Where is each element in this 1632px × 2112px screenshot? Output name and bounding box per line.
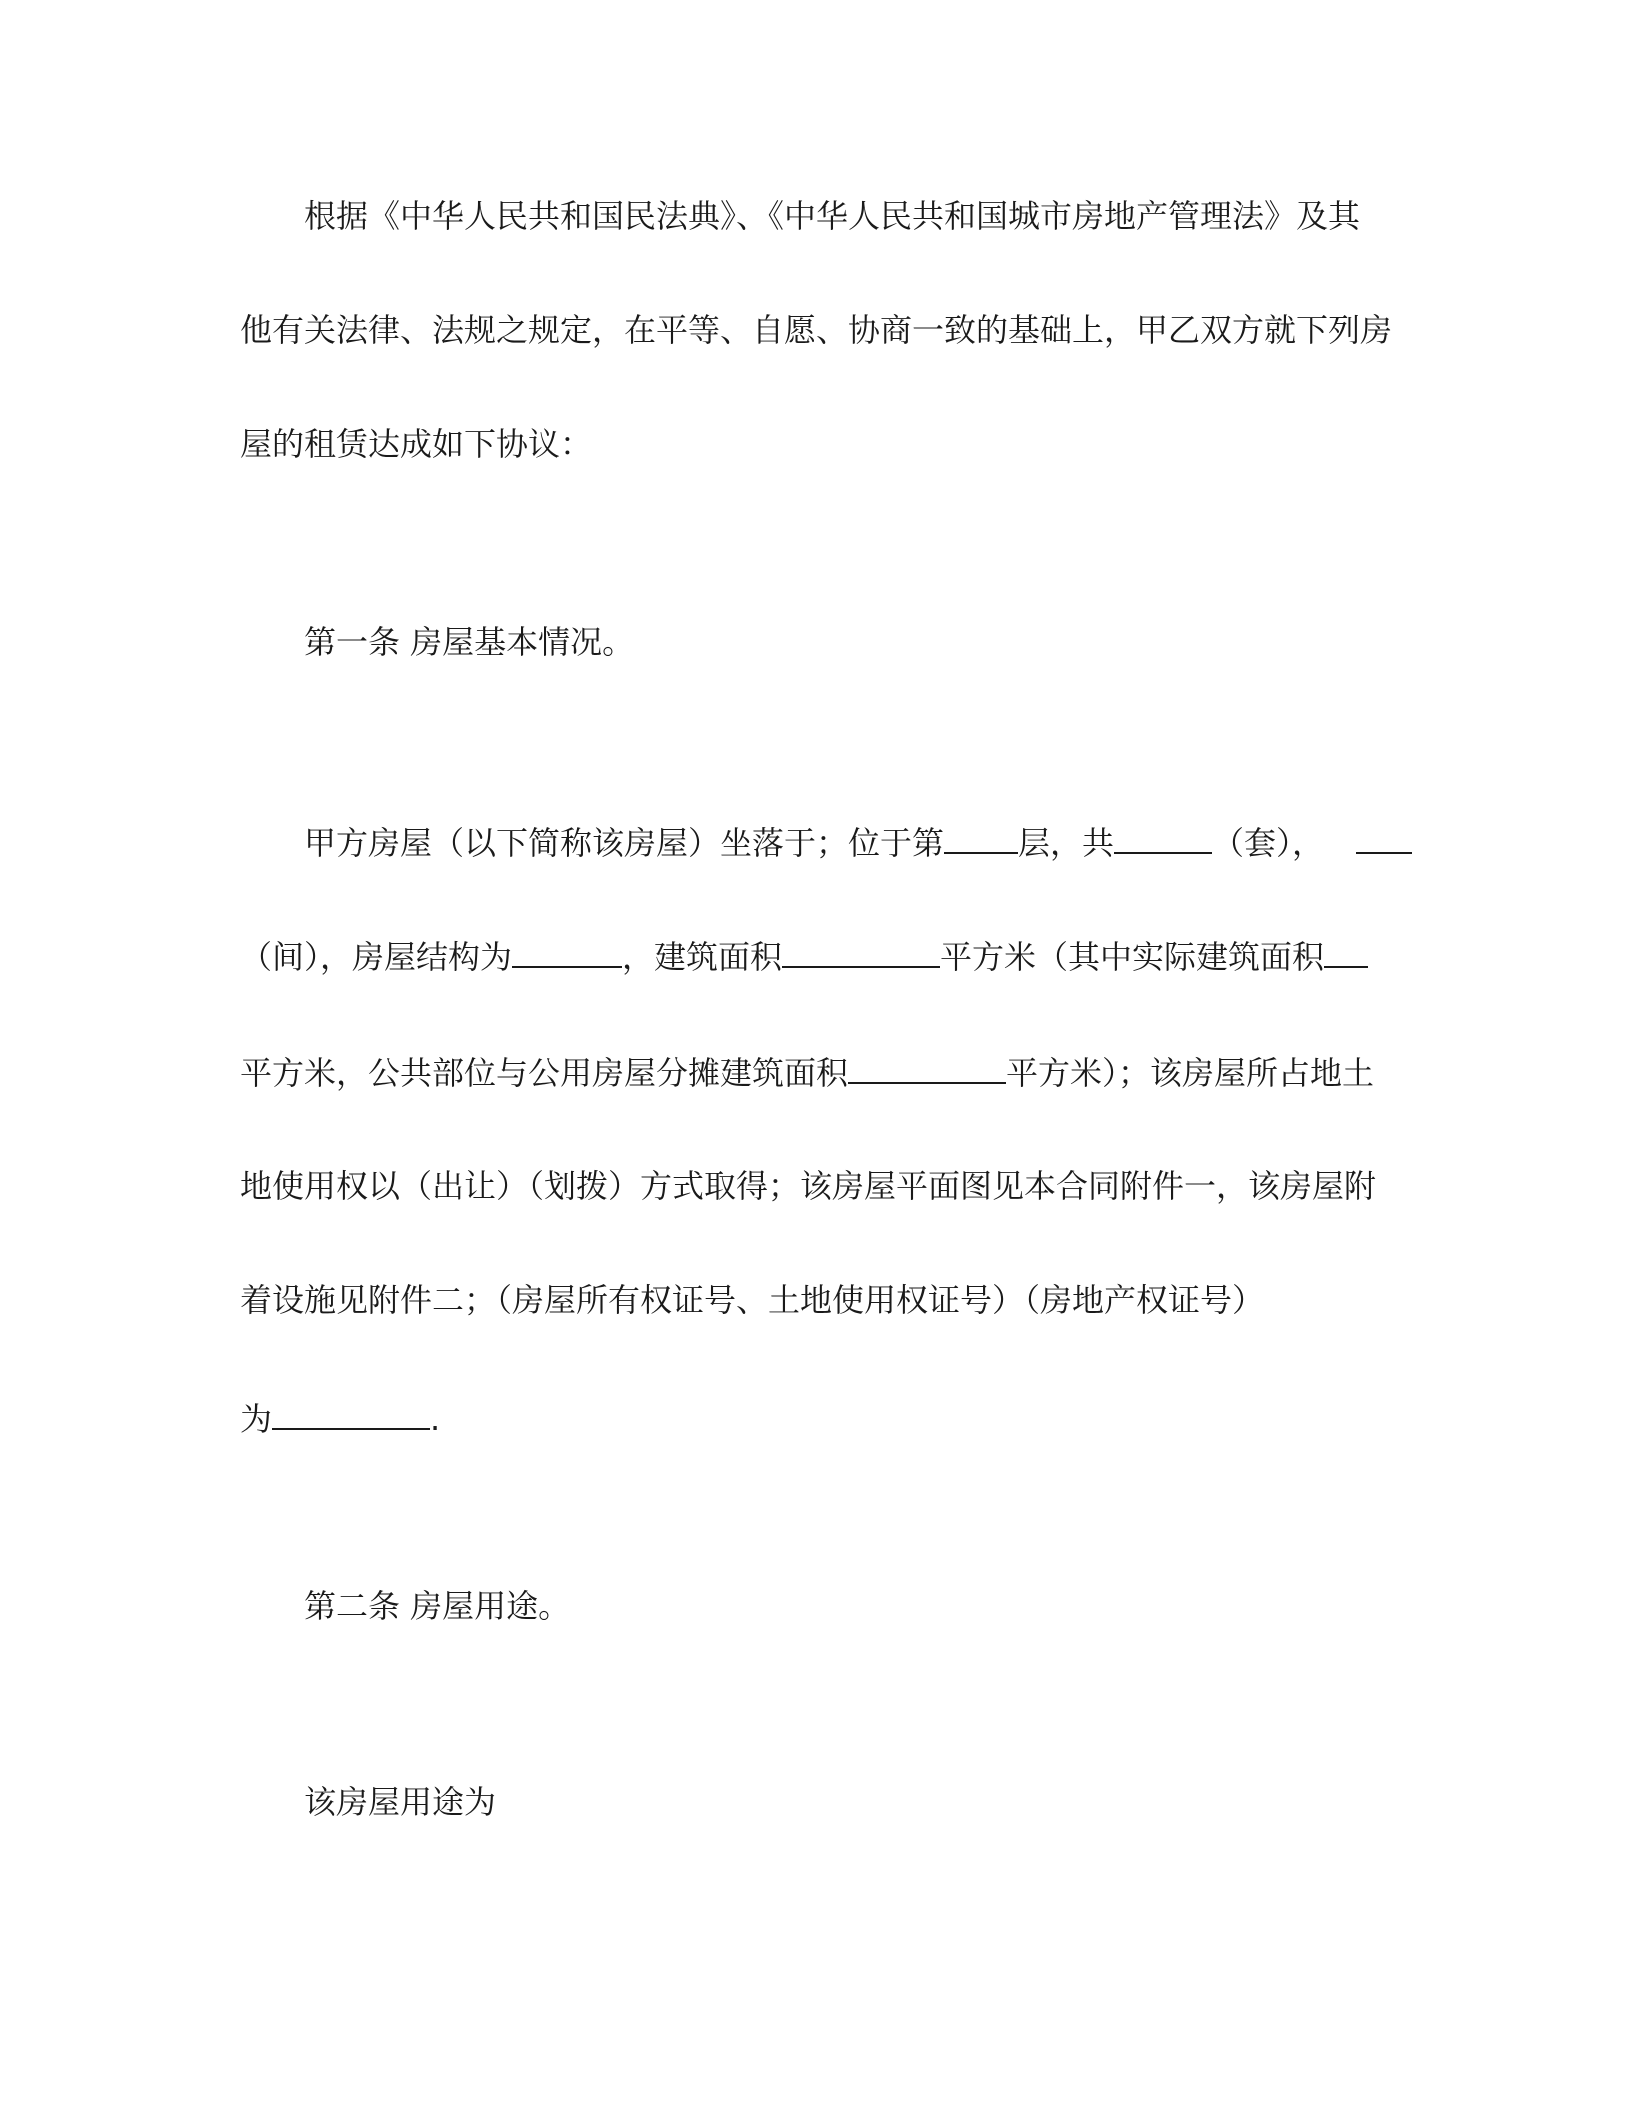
article-1-line-4: 地使用权以（出让）（划拨）方式取得；该房屋平面图见本合同附件一，该房屋附 xyxy=(240,1167,1377,1205)
article-2-body: 该房屋用途为 xyxy=(304,1783,497,1821)
text-segment: 平方米（其中实际建筑面积 xyxy=(940,938,1325,976)
sets-blank xyxy=(1114,822,1212,854)
actual-area-blank xyxy=(1324,936,1368,968)
preamble-line-1: 根据《中华人民共和国民法典》、《中华人民共和国城市房地产管理法》及其 xyxy=(304,197,1361,235)
preamble-line-2: 他有关法律、法规之规定，在平等、自愿、协商一致的基础上，甲乙双方就下列房 xyxy=(240,311,1393,349)
article-1-line-1 xyxy=(304,822,1454,863)
shared-area-blank xyxy=(848,1052,1006,1084)
preamble-line-3: 屋的租赁达成如下协议： xyxy=(240,425,593,463)
rooms-blank xyxy=(1356,822,1412,854)
article-1-line-3 xyxy=(240,1052,1390,1093)
text-segment: 层，共 xyxy=(1018,824,1115,862)
text-segment: 平方米，公共部位与公用房屋分摊建筑面积 xyxy=(240,1054,849,1092)
text-segment: 为 xyxy=(240,1400,273,1438)
floor-blank xyxy=(944,822,1018,854)
article-1-line-2 xyxy=(240,936,1390,977)
structure-blank xyxy=(512,936,622,968)
text-segment: 平方米）；该房屋所占地土 xyxy=(1006,1054,1375,1092)
text-segment: 甲方房屋（以下简称该房屋）坐落于；位于第 xyxy=(304,824,945,862)
text-segment: ，建筑面积 xyxy=(622,938,783,976)
article-1-line-6 xyxy=(240,1398,1390,1439)
certificate-number-blank xyxy=(272,1398,430,1430)
text-segment: （间），房屋结构为 xyxy=(240,938,513,976)
building-area-blank xyxy=(782,936,940,968)
text-segment: （套）， xyxy=(1212,824,1325,862)
article-2-heading: 第二条 房屋用途。 xyxy=(304,1587,571,1625)
article-1-line-5: 着设施见附件二；（房屋所有权证号、土地使用权证号）（房地产权证号） xyxy=(240,1281,1265,1319)
article-1-heading: 第一条 房屋基本情况。 xyxy=(304,623,635,661)
text-segment: . xyxy=(430,1400,441,1438)
